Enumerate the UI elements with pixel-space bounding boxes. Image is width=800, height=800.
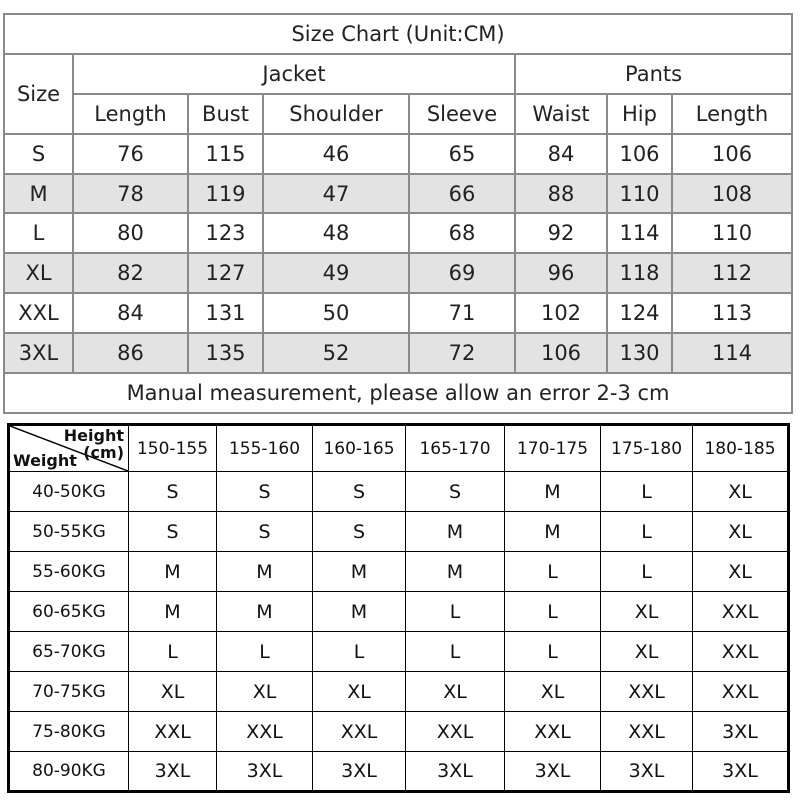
measurement-cell: 123 xyxy=(188,213,263,253)
height-range-header: 155-160 xyxy=(217,425,313,472)
recommended-size-cell: XXL xyxy=(313,712,406,752)
measurement-cell: 66 xyxy=(409,174,515,214)
measurement-cell: 135 xyxy=(188,333,263,373)
measurement-cell: 72 xyxy=(409,333,515,373)
recommended-size-cell: L xyxy=(505,632,601,672)
size-chart-table xyxy=(3,13,793,414)
measurement-cell: 84 xyxy=(73,293,188,333)
size-row xyxy=(4,134,792,174)
recommended-size-cell: S xyxy=(313,512,406,552)
measurement-cell: 52 xyxy=(263,333,409,373)
size-row xyxy=(4,213,792,253)
weight-row xyxy=(9,632,789,672)
recommended-size-cell: S xyxy=(217,512,313,552)
weight-range-cell: 55-60KG xyxy=(9,552,129,592)
measurement-cell: 96 xyxy=(515,253,607,293)
size-row xyxy=(4,293,792,333)
height-range-header: 165-170 xyxy=(406,425,505,472)
weight-range-cell: 70-75KG xyxy=(9,672,129,712)
measurement-cell: 76 xyxy=(73,134,188,174)
measurement-cell: 115 xyxy=(188,134,263,174)
weight-range-cell: 75-80KG xyxy=(9,712,129,752)
recommended-size-cell: L xyxy=(129,632,217,672)
recommended-size-cell: 3XL xyxy=(313,752,406,792)
recommended-size-cell: XXL xyxy=(693,632,789,672)
recommended-size-cell: XL xyxy=(693,472,789,512)
weight-label: Weight xyxy=(13,451,77,470)
size-row xyxy=(4,174,792,214)
measurement-cell: 82 xyxy=(73,253,188,293)
measurement-cell: 48 xyxy=(263,213,409,253)
weight-row xyxy=(9,472,789,512)
measurement-cell: 102 xyxy=(515,293,607,333)
recommended-size-cell: S xyxy=(217,472,313,512)
height-label: Height xyxy=(63,426,124,445)
recommended-size-cell: M xyxy=(406,512,505,552)
weight-row xyxy=(9,592,789,632)
recommended-size-cell: 3XL xyxy=(217,752,313,792)
recommended-size-cell: M xyxy=(217,592,313,632)
weight-range-cell: 65-70KG xyxy=(9,632,129,672)
measurement-cell: 50 xyxy=(263,293,409,333)
size-chart-body xyxy=(4,134,792,373)
recommended-size-cell: XL xyxy=(313,672,406,712)
measurement-cell: 110 xyxy=(607,174,672,214)
measurement-cell: 78 xyxy=(73,174,188,214)
weight-range-cell: 40-50KG xyxy=(9,472,129,512)
recommended-size-cell: S xyxy=(313,472,406,512)
recommended-size-cell: L xyxy=(505,552,601,592)
column-header: Length xyxy=(73,94,188,134)
weight-row xyxy=(9,552,789,592)
height-range-header: 160-165 xyxy=(313,425,406,472)
recommended-size-cell: XXL xyxy=(129,712,217,752)
height-range-header: 150-155 xyxy=(129,425,217,472)
recommendation-body xyxy=(9,472,789,792)
size-recommendation-table xyxy=(7,423,790,793)
height-unit: (cm) xyxy=(83,443,124,462)
measurement-cell: 65 xyxy=(409,134,515,174)
weight-row xyxy=(9,752,789,792)
recommended-size-cell: S xyxy=(129,512,217,552)
weight-row xyxy=(9,712,789,752)
size-cell: L xyxy=(4,213,73,253)
measurement-cell: 80 xyxy=(73,213,188,253)
pants-group-header: Pants xyxy=(515,54,792,94)
measurement-cell: 114 xyxy=(607,213,672,253)
size-row xyxy=(4,253,792,293)
recommended-size-cell: L xyxy=(505,592,601,632)
recommended-size-cell: M xyxy=(129,592,217,632)
measurement-cell: 106 xyxy=(672,134,792,174)
recommended-size-cell: XL xyxy=(505,672,601,712)
size-cell: XXL xyxy=(4,293,73,333)
recommended-size-cell: XL xyxy=(129,672,217,712)
measurement-cell: 86 xyxy=(73,333,188,373)
measurement-cell: 124 xyxy=(607,293,672,333)
column-header: Waist xyxy=(515,94,607,134)
recommended-size-cell: XL xyxy=(601,592,693,632)
measurement-cell: 108 xyxy=(672,174,792,214)
measurement-cell: 84 xyxy=(515,134,607,174)
measurement-cell: 114 xyxy=(672,333,792,373)
measurement-cell: 46 xyxy=(263,134,409,174)
recommended-size-cell: M xyxy=(129,552,217,592)
recommended-size-cell: S xyxy=(406,472,505,512)
recommended-size-cell: XXL xyxy=(505,712,601,752)
recommended-size-cell: 3XL xyxy=(693,752,789,792)
measurement-cell: 49 xyxy=(263,253,409,293)
recommended-size-cell: M xyxy=(313,552,406,592)
recommended-size-cell: XXL xyxy=(693,592,789,632)
recommended-size-cell: XL xyxy=(217,672,313,712)
size-cell: S xyxy=(4,134,73,174)
recommended-size-cell: XXL xyxy=(693,672,789,712)
recommended-size-cell: XXL xyxy=(601,672,693,712)
column-header: Length xyxy=(672,94,792,134)
recommended-size-cell: XL xyxy=(693,512,789,552)
recommended-size-cell: XL xyxy=(406,672,505,712)
recommended-size-cell: L xyxy=(601,552,693,592)
measurement-cell: 69 xyxy=(409,253,515,293)
recommended-size-cell: 3XL xyxy=(505,752,601,792)
column-header: Bust xyxy=(188,94,263,134)
measurement-cell: 131 xyxy=(188,293,263,333)
recommended-size-cell: 3XL xyxy=(601,752,693,792)
recommended-size-cell: XL xyxy=(693,552,789,592)
column-header: Hip xyxy=(607,94,672,134)
size-row xyxy=(4,333,792,373)
measurement-cell: 130 xyxy=(607,333,672,373)
weight-range-cell: 50-55KG xyxy=(9,512,129,552)
measurement-cell: 71 xyxy=(409,293,515,333)
size-cell: 3XL xyxy=(4,333,73,373)
recommended-size-cell: XXL xyxy=(406,712,505,752)
measurement-cell: 112 xyxy=(672,253,792,293)
measurement-cell: 113 xyxy=(672,293,792,333)
height-range-header: 175-180 xyxy=(601,425,693,472)
weight-range-cell: 80-90KG xyxy=(9,752,129,792)
measurement-cell: 110 xyxy=(672,213,792,253)
recommended-size-cell: 3XL xyxy=(129,752,217,792)
height-weight-corner-cell xyxy=(9,425,129,472)
measurement-cell: 68 xyxy=(409,213,515,253)
column-header: Sleeve xyxy=(409,94,515,134)
recommended-size-cell: 3XL xyxy=(406,752,505,792)
recommended-size-cell: M xyxy=(313,592,406,632)
column-header: Shoulder xyxy=(263,94,409,134)
height-range-header: 170-175 xyxy=(505,425,601,472)
measurement-note: Manual measurement, please allow an error 2-3 cm xyxy=(4,373,792,413)
recommended-size-cell: M xyxy=(505,512,601,552)
recommended-size-cell: M xyxy=(406,552,505,592)
measurement-cell: 106 xyxy=(607,134,672,174)
recommended-size-cell: L xyxy=(406,632,505,672)
size-cell: M xyxy=(4,174,73,214)
recommended-size-cell: L xyxy=(601,472,693,512)
recommended-size-cell: L xyxy=(406,592,505,632)
size-chart-title: Size Chart (Unit:CM) xyxy=(4,14,792,54)
measurement-cell: 47 xyxy=(263,174,409,214)
recommended-size-cell: 3XL xyxy=(693,712,789,752)
recommended-size-cell: M xyxy=(217,552,313,592)
recommended-size-cell: L xyxy=(217,632,313,672)
recommended-size-cell: M xyxy=(505,472,601,512)
measurement-cell: 118 xyxy=(607,253,672,293)
recommended-size-cell: S xyxy=(129,472,217,512)
measurement-cell: 88 xyxy=(515,174,607,214)
recommended-size-cell: XXL xyxy=(601,712,693,752)
weight-row xyxy=(9,512,789,552)
weight-range-cell: 60-65KG xyxy=(9,592,129,632)
size-column-header: Size xyxy=(4,54,73,134)
recommended-size-cell: L xyxy=(313,632,406,672)
measurement-cell: 92 xyxy=(515,213,607,253)
recommended-size-cell: XXL xyxy=(217,712,313,752)
measurement-cell: 119 xyxy=(188,174,263,214)
size-cell: XL xyxy=(4,253,73,293)
measurement-cell: 106 xyxy=(515,333,607,373)
jacket-group-header: Jacket xyxy=(73,54,515,94)
recommended-size-cell: XL xyxy=(601,632,693,672)
height-range-header: 180-185 xyxy=(693,425,789,472)
measurement-cell: 127 xyxy=(188,253,263,293)
weight-row xyxy=(9,672,789,712)
recommended-size-cell: L xyxy=(601,512,693,552)
